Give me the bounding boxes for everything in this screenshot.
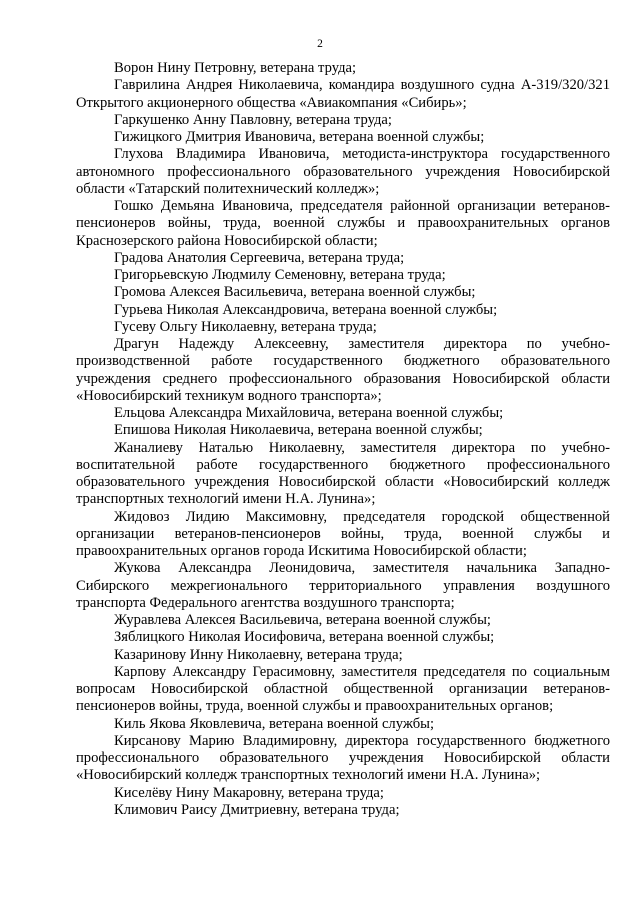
paragraph: Гаврилина Андрея Николаевича, командира воздушного судна А-319/320/321 Открытого акционерного общества «Авиакомпания «Сибирь»;	[76, 77, 610, 111]
paragraph: Жукова Александра Леонидовича, заместителя начальника Западно-Сибирского межрегионального территориального управления воздушного транспорта Федерального агентства воздушного транспорта;	[76, 560, 610, 611]
paragraph: Климович Раису Дмитриевну, ветерана труда;	[114, 801, 400, 818]
paragraph: Киль Якова Яковлевича, ветерана военной службы;	[114, 715, 434, 732]
paragraph: Зяблицкого Николая Иосифовича, ветерана военной службы;	[114, 629, 495, 646]
paragraph: Градова Анатолия Сергеевича, ветерана труда;	[114, 249, 405, 266]
paragraph: Жаналиеву Наталью Николаевну, заместителя директора по учебно-воспитательной работе государственного бюджетного профессионального образовательного учреждения Новосибирской области «Новосибирский колледж транспортных технологий имени Н.А. Лунина»;	[76, 439, 610, 508]
paragraph: Кирсанову Марию Владимировну, директора государственного бюджетного профессионального образовательного учреждения Новосибирской области «Новосибирский колледж транспортных технологий имени Н.А. Лунина»;	[76, 732, 610, 784]
paragraph: Киселёву Нину Макаровну, ветерана труда;	[114, 784, 384, 801]
paragraph: Громова Алексея Васильевича, ветерана военной службы;	[114, 284, 476, 301]
paragraph: Карпову Александру Герасимовну, заместителя председателя по социальным вопросам Новосибирской областной общественной организации ветеранов-пенсионеров войны, труда, военной службы и правоохранительных органов;	[76, 663, 610, 715]
paragraph: Епишова Николая Николаевича, ветерана военной службы;	[114, 422, 483, 439]
paragraph: Ворон Нину Петровну, ветерана труда;	[114, 60, 357, 76]
page-number: 2	[317, 38, 323, 50]
paragraph: Журавлева Алексея Васильевича, ветерана военной службы;	[114, 612, 491, 628]
document-body	[76, 60, 610, 819]
paragraph: Гусеву Ольгу Николаевну, ветерана труда;	[114, 318, 377, 335]
paragraph: Гурьева Николая Александровича, ветерана военной службы;	[114, 301, 498, 318]
paragraph: Гаркушенко Анну Павловну, ветерана труда;	[114, 111, 392, 128]
paragraph: Гижицкого Дмитрия Ивановича, ветерана военной службы;	[114, 129, 485, 145]
paragraph: Драгун Надежду Алексеевну, заместителя директора по учебно-производственной работе государственного бюджетного образовательного учреждения среднего профессионального образования Новосибирской области «Новосибирский техникум водного транспорта»;	[76, 336, 610, 404]
paragraph: Жидовоз Лидию Максимовну, председателя городской общественной организации ветеранов-пенсионеров войны, труда, военной службы и правоохранительных органов города Искитима Новосибирской области;	[76, 508, 610, 559]
paragraph: Григорьевскую Людмилу Семеновну, ветерана труда;	[114, 267, 446, 283]
paragraph: Гошко Демьяна Ивановича, председателя районной организации ветеранов-пенсионеров войны, труда, военной службы и правоохранительных органов Краснозерского района Новосибирской области;	[76, 198, 610, 249]
paragraph: Казаринову Инну Николаевну, ветерана труда;	[114, 646, 403, 663]
paragraph: Глухова Владимира Ивановича, методиста-инструктора государственного автономного профессионального образовательного учреждения Новосибирской области «Татарский политехнический колледж»;	[76, 146, 610, 197]
paragraph: Ельцова Александра Михайловича, ветерана военной службы;	[114, 405, 504, 421]
